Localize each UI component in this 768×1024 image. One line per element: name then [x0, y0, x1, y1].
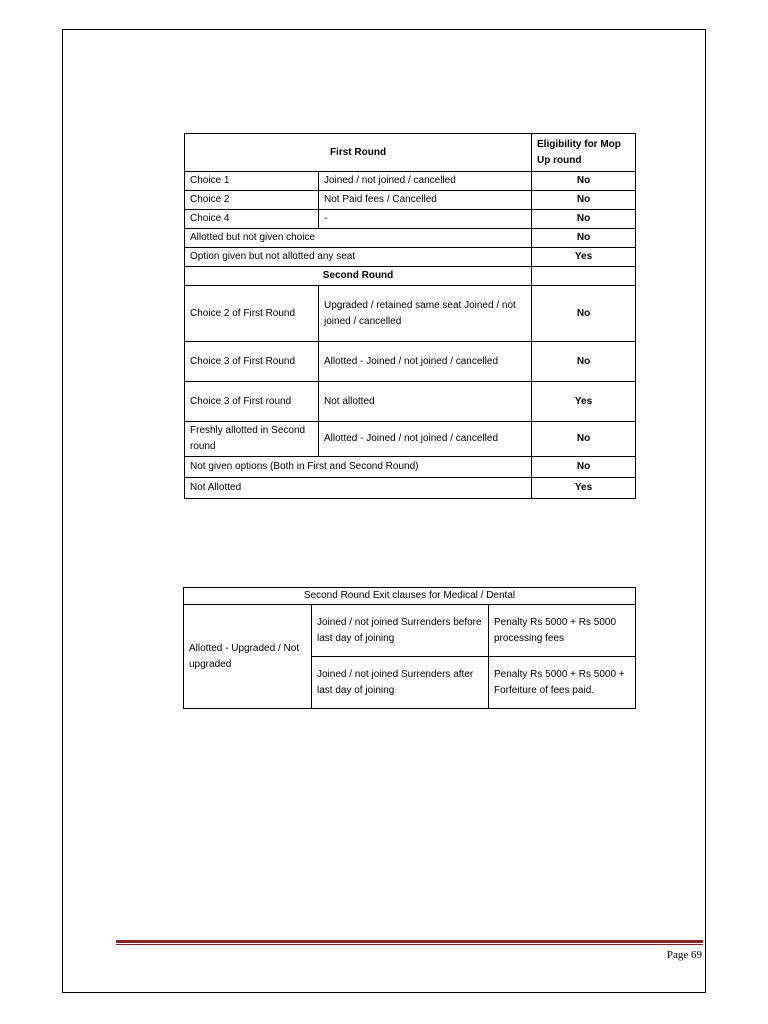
row-eligibility: No	[532, 457, 636, 478]
page-number: Page 69	[666, 949, 702, 961]
row-eligibility: Yes	[532, 382, 636, 422]
row-eligibility: Yes	[532, 478, 636, 499]
row-eligibility: Yes	[532, 248, 636, 267]
row-label: Not Allotted	[185, 478, 532, 499]
empty-cell	[532, 267, 636, 286]
table-row	[185, 478, 636, 499]
row-status: Not allotted	[319, 382, 532, 422]
row-label: Choice 2	[185, 191, 319, 210]
row-eligibility: No	[532, 422, 636, 457]
exit-clauses-table	[183, 587, 636, 709]
second-round-row	[185, 267, 636, 286]
table-header-row	[185, 134, 636, 172]
row-status: -	[319, 210, 532, 229]
table-row	[185, 229, 636, 248]
table-row	[185, 172, 636, 191]
row-label: Choice 1	[185, 172, 319, 191]
first-round-header: First Round	[185, 134, 532, 172]
exit-penalty: Penalty Rs 5000 + Rs 5000 processing fees	[489, 605, 636, 657]
table-title-row	[184, 588, 636, 605]
table-row	[185, 422, 636, 457]
row-label: Choice 2 of First Round	[185, 286, 319, 342]
row-label: Choice 4	[185, 210, 319, 229]
footer-rule-thin	[116, 944, 703, 945]
eligibility-header: Eligibility for Mop Up round	[532, 134, 636, 172]
table-row	[185, 342, 636, 382]
exit-clauses-title: Second Round Exit clauses for Medical / Dental	[184, 588, 636, 605]
row-eligibility: No	[532, 172, 636, 191]
row-eligibility: No	[532, 191, 636, 210]
row-eligibility: No	[532, 229, 636, 248]
row-label: Not given options (Both in First and Second Round)	[185, 457, 532, 478]
row-label: Option given but not allotted any seat	[185, 248, 532, 267]
exit-penalty: Penalty Rs 5000 + Rs 5000 + Forfeiture of fees paid.	[489, 657, 636, 709]
table-row	[184, 605, 636, 657]
table-row	[185, 286, 636, 342]
exit-condition: Joined / not joined Surrenders before last day of joining	[312, 605, 489, 657]
table-row	[185, 457, 636, 478]
table-row	[185, 248, 636, 267]
table-row	[185, 382, 636, 422]
row-eligibility: No	[532, 286, 636, 342]
row-status: Not Paid fees / Cancelled	[319, 191, 532, 210]
row-label: Allotted but not given choice	[185, 229, 532, 248]
mop-up-eligibility-table	[184, 133, 636, 499]
row-status: Upgraded / retained same seat Joined / not joined / cancelled	[319, 286, 532, 342]
row-status: Allotted - Joined / not joined / cancelled	[319, 342, 532, 382]
row-status: Joined / not joined / cancelled	[319, 172, 532, 191]
row-status: Allotted - Joined / not joined / cancelled	[319, 422, 532, 457]
footer-rule-thick	[116, 940, 703, 943]
second-round-header: Second Round	[185, 267, 532, 286]
row-label: Freshly allotted in Second round	[185, 422, 319, 457]
table-row	[185, 210, 636, 229]
row-label: Choice 3 of First round	[185, 382, 319, 422]
allotted-label: Allotted - Upgraded / Not upgraded	[184, 605, 312, 709]
row-eligibility: No	[532, 342, 636, 382]
exit-condition: Joined / not joined Surrenders after last day of joining	[312, 657, 489, 709]
row-label: Choice 3 of First Round	[185, 342, 319, 382]
row-eligibility: No	[532, 210, 636, 229]
table-row	[185, 191, 636, 210]
